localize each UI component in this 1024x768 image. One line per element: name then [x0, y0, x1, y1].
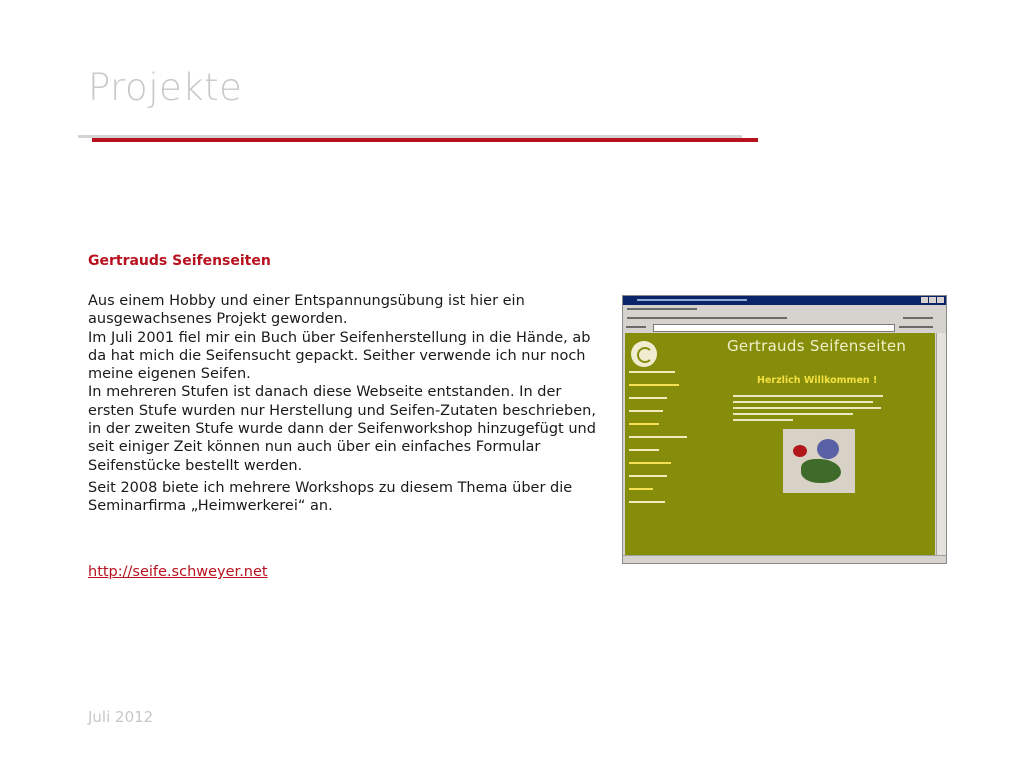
paragraph-1: Aus einem Hobby und einer Entspannungsübung ist hier ein ausgewachsenes Projekt geworden. Im Juli 2001 fiel mir ein Buch über Seifenherstellung in die Hände, ab da hat mich die Seifensucht gepackt. Seither verwende ich nur noch meine eigenen Seifen. In mehreren Stufen ist danach diese Webseite entstanden. In der ersten Stufe wurden nur Herstellung und Seifen-Zutaten beschrieben, in der zweiten Stufe wurde dann der Seifenworkshop hinzugefügt und seit einiger Zeit können nun auch über ein einfaches Formular Seifenstücke bestellt werden.: [88, 293, 596, 474]
slide-title: Projekte: [88, 66, 243, 109]
site-welcome: Herzlich Willkommen !: [757, 375, 878, 386]
body-text: [88, 292, 608, 516]
site-nav: [629, 371, 691, 514]
footer-date: Juli 2012: [88, 708, 154, 726]
paragraph-2: Seit 2008 biete ich mehrere Workshops zu diesem Thema über die Seminarfirma „Heimwerkerei“ an.: [88, 479, 573, 515]
website-link[interactable]: http://seife.schweyer.net: [88, 564, 268, 580]
website-screenshot: [622, 295, 947, 564]
browser-statusbar: [623, 555, 946, 563]
site-title: Gertrauds Seifenseiten: [727, 337, 907, 355]
browser-scrollbar: [936, 333, 946, 557]
section-subtitle: Gertrauds Seifenseiten: [88, 253, 271, 269]
title-divider-red: [92, 138, 758, 142]
flowers-image: [783, 429, 855, 493]
browser-address-bar: [623, 323, 946, 332]
website-content: [625, 333, 935, 557]
browser-menubar: [623, 305, 946, 313]
site-text-lines: [733, 395, 883, 425]
browser-titlebar: [623, 296, 946, 305]
swirl-logo-icon: [631, 341, 657, 367]
